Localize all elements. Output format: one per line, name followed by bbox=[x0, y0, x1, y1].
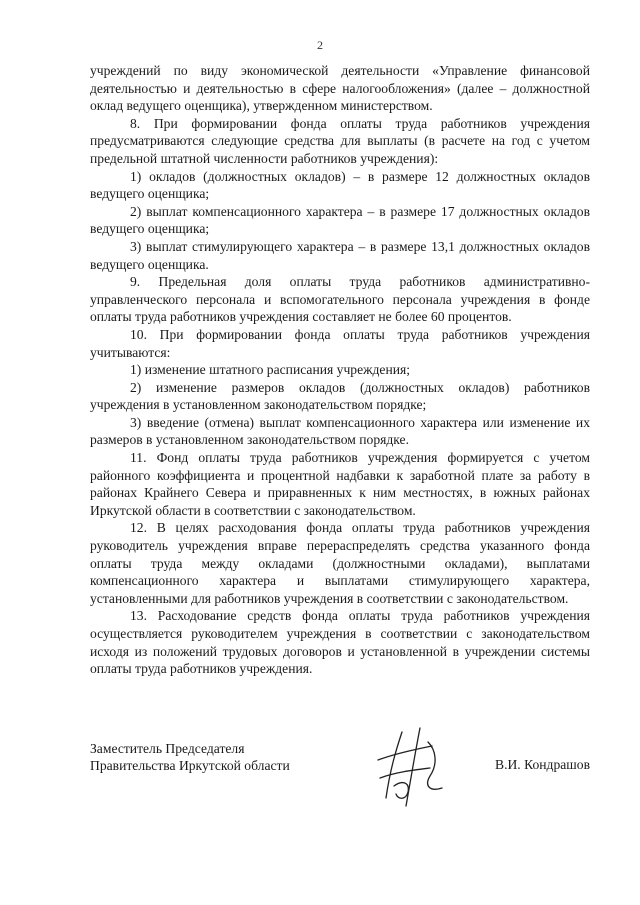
page-number: 2 bbox=[317, 38, 323, 52]
signature-block bbox=[90, 740, 590, 820]
paragraph-9: 9. Предельная доля оплаты труда работников административно-управленческого персонала и вспомогательного персонала учреждения в фонде оплаты труда работников учреждения составляет не более 60 процентов. bbox=[90, 274, 590, 325]
paragraph-8: 8. При формировании фонда оплаты труда работников учреждения предусматриваются следующие средства для выплаты (в расчете на год с учетом предельной штатной численности работников учреждения): bbox=[90, 115, 590, 166]
document-body bbox=[90, 62, 590, 678]
paragraph-10-item-3: 3) введение (отмена) выплат компенсационного характера или изменение их размеров в установленном законодательством порядке. bbox=[90, 414, 590, 448]
paragraph-10: 10. При формировании фонда оплаты труда работников учреждения учитываются: bbox=[90, 326, 590, 360]
paragraph-continuation: учреждений по виду экономической деятельности «Управление финансовой деятельностью и деятельностью в сфере налогообложения» (далее – должностной оклад ведущего оценщика), утвержденном министерством. bbox=[90, 63, 590, 114]
signatory-title-line-2: Правительства Иркутской области bbox=[90, 758, 290, 773]
handwritten-signature bbox=[372, 720, 452, 810]
paragraph-12: 12. В целях расходования фонда оплаты труда работников учреждения руководитель учреждения вправе перераспределять средства указанного фонда оплаты труда между окладами (должностными окладами), выплатами компенсационного характера и выплатами стимулирующего характера, установленными для работников учреждения в соответствии с законодательством. bbox=[90, 520, 590, 606]
paragraph-8-item-2: 2) выплат компенсационного характера – в размере 17 должностных окладов ведущего оценщика; bbox=[90, 203, 590, 237]
paragraph-10-item-1: 1) изменение штатного расписания учреждения; bbox=[130, 362, 411, 378]
paragraph-8-item-3: 3) выплат стимулирующего характера – в размере 13,1 должностных окладов ведущего оценщика. bbox=[90, 238, 590, 272]
paragraph-11: 11. Фонд оплаты труда работников учреждения формируется с учетом районного коэффициента и процентной надбавки к заработной плате за работу в районах Крайнего Севера и приравненных к ним местностях, в южных районах Иркутской области в соответствии с законодательством. bbox=[90, 450, 590, 518]
signatory-title-line-1: Заместитель Председателя bbox=[90, 741, 245, 756]
paragraph-13: 13. Расходование средств фонда оплаты труда работников учреждения осуществляется руководителем учреждения в соответствии с законодательством исходя из положений трудовых договоров и установленной в учреждении системы оплаты труда работников учреждения. bbox=[90, 608, 590, 677]
signatory-title bbox=[90, 740, 290, 774]
paragraph-8-item-1: 1) окладов (должностных окладов) – в размере 12 должностных окладов ведущего оценщика; bbox=[90, 168, 590, 202]
paragraph-10-item-2: 2) изменение размеров окладов (должностных окладов) работников учреждения в установленном законодательством порядке; bbox=[90, 379, 590, 413]
signatory-name: В.И. Кондрашов bbox=[495, 757, 590, 772]
